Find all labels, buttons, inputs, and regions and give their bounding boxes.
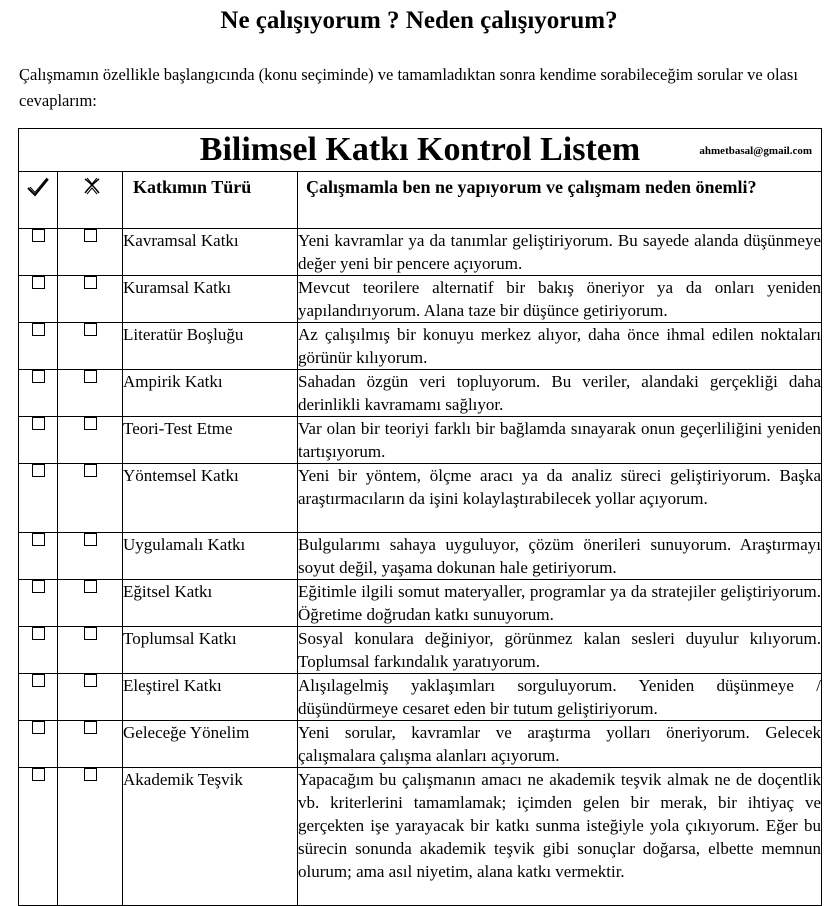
no-checkbox-cell [58,533,123,580]
table-row [19,721,822,768]
no-checkbox[interactable] [84,276,97,289]
no-checkbox-cell [58,627,123,674]
contribution-type: Akademik Teşvik [123,768,298,906]
table-row [19,229,822,276]
no-checkbox-cell [58,276,123,323]
no-checkbox-cell [58,464,123,533]
contribution-description: Yeni bir yöntem, ölçme aracı ya da analiz süreci geliştiriyorum. Başka araştırmacıların da işini kolaylaştırabilecek yollar açıyorum. [298,464,822,533]
contribution-type: Literatür Boşluğu [123,323,298,370]
no-checkbox-cell [58,721,123,768]
yes-checkbox[interactable] [32,721,45,734]
contribution-type: Yöntemsel Katkı [123,464,298,533]
yes-checkbox-cell [19,370,58,417]
table-row [19,276,822,323]
table-title-cell [19,129,822,172]
yes-checkbox-cell [19,627,58,674]
yes-checkbox-cell [19,768,58,906]
yes-checkbox-cell [19,417,58,464]
contribution-description: Sahadan özgün veri topluyorum. Bu veriler, alandaki gerçekliği daha derinlikli kavramamı sağlıyor. [298,370,822,417]
contribution-type: Toplumsal Katkı [123,627,298,674]
contribution-checklist-table [18,128,822,906]
table-row [19,674,822,721]
intro-text: Çalışmamın özellikle başlangıcında (konu seçiminde) ve tamamladıktan sonra kendime sorabileceğim sorular ve olası cevaplarım: [19,65,798,110]
table-row [19,464,822,533]
contribution-type: Uygulamalı Katkı [123,533,298,580]
table-row [19,323,822,370]
table-title: Bilimsel Katkı Kontrol Listem [199,131,641,168]
no-checkbox[interactable] [84,768,97,781]
yes-checkbox-cell [19,580,58,627]
table-row [19,370,822,417]
yes-checkbox[interactable] [32,276,45,289]
no-checkbox-cell [58,417,123,464]
table-row [19,627,822,674]
contribution-description: Yeni kavramlar ya da tanımlar geliştiriyorum. Bu sayede alanda düşünmeye değer yeni bir pencere açıyorum. [298,229,822,276]
no-checkbox-cell [58,768,123,906]
cross-column-header [58,172,123,229]
checklist-body [19,229,822,906]
yes-checkbox[interactable] [32,417,45,430]
yes-checkbox-cell [19,229,58,276]
yes-checkbox-cell [19,323,58,370]
contribution-description: Az çalışılmış bir konuyu merkez alıyor, daha önce ihmal edilen noktaları görünür kılıyorum. [298,323,822,370]
no-checkbox[interactable] [84,323,97,336]
table-row [19,580,822,627]
contribution-description: Yapacağım bu çalışmanın amacı ne akademik teşvik almak ne de doçentlik vb. kriterlerini tamamlamak; içimden gelen bir merak, bir ihtiyaç ve gerçekten işe yarayacak bir katkı sunma isteğiyle yola çıkıyorum. Eğer bu sürecin sonunda akademik teşvik gibi sonuçlar doğarsa, elbette memnun olurum; ama asıl niyetim, alana katkı vermektir. [298,768,822,906]
contribution-type: Kavramsal Katkı [123,229,298,276]
yes-checkbox-cell [19,276,58,323]
contribution-type: Ampirik Katkı [123,370,298,417]
contribution-description: Bulgularımı sahaya uyguluyor, çözüm önerileri sunuyorum. Araştırmayı soyut değil, yaşama dokunan hale getiriyorum. [298,533,822,580]
table-row [19,768,822,906]
no-checkbox[interactable] [84,674,97,687]
no-checkbox[interactable] [84,370,97,383]
yes-checkbox[interactable] [32,229,45,242]
no-checkbox-cell [58,370,123,417]
contribution-type: Kuramsal Katkı [123,276,298,323]
no-checkbox[interactable] [84,464,97,477]
no-checkbox-cell [58,674,123,721]
contribution-type: Eleştirel Katkı [123,674,298,721]
contribution-description: Sosyal konulara değiniyor, görünmez kalan sesleri duyulur kılıyorum. Toplumsal farkındalık yaratıyorum. [298,627,822,674]
yes-checkbox-cell [19,464,58,533]
contribution-description: Alışılagelmiş yaklaşımları sorguluyorum. Yeniden düşünmeye / düşündürmeye cesaret eden bir tutum geliştiriyorum. [298,674,822,721]
yes-checkbox-cell [19,533,58,580]
description-column-header: Çalışmamla ben ne yapıyorum ve çalışmam neden önemli? [298,172,822,229]
no-checkbox-cell [58,229,123,276]
table-row [19,533,822,580]
yes-checkbox-cell [19,674,58,721]
yes-checkbox-cell [19,721,58,768]
contribution-description: Var olan bir teoriyi farklı bir bağlamda sınayarak onun geçerliliğini yeniden tartışıyorum. [298,417,822,464]
contribution-type: Teori-Test Etme [123,417,298,464]
no-checkbox-cell [58,580,123,627]
cross-icon [82,176,102,196]
yes-checkbox[interactable] [32,674,45,687]
yes-checkbox[interactable] [32,323,45,336]
author-email: ahmetbasal@gmail.com [699,145,812,157]
no-checkbox[interactable] [84,721,97,734]
check-column-header [19,172,58,229]
yes-checkbox[interactable] [32,768,45,781]
yes-checkbox[interactable] [32,370,45,383]
contribution-type: Geleceğe Yönelim [123,721,298,768]
yes-checkbox[interactable] [32,580,45,593]
contribution-description: Yeni sorular, kavramlar ve araştırma yolları öneriyorum. Gelecek çalışmalara çalışma alanları açıyorum. [298,721,822,768]
no-checkbox[interactable] [84,229,97,242]
type-column-header: Katkımın Türü [123,172,298,229]
yes-checkbox[interactable] [32,627,45,640]
contribution-type: Eğitsel Katkı [123,580,298,627]
contribution-description: Mevcut teorilere alternatif bir bakış öneriyor ya da onları yeniden yapılandırıyorum. Alana taze bir düşünce getiriyorum. [298,276,822,323]
yes-checkbox[interactable] [32,464,45,477]
no-checkbox[interactable] [84,417,97,430]
page-title: Ne çalışıyorum ? Neden çalışıyorum? [220,7,618,34]
table-row [19,417,822,464]
no-checkbox[interactable] [84,533,97,546]
no-checkbox[interactable] [84,627,97,640]
no-checkbox-cell [58,323,123,370]
check-icon [26,176,50,198]
no-checkbox[interactable] [84,580,97,593]
yes-checkbox[interactable] [32,533,45,546]
contribution-description: Eğitimle ilgili somut materyaller, programlar ya da stratejiler geliştiriyorum. Öğretime doğrudan katkı sunuyorum. [298,580,822,627]
header-row [19,172,822,229]
